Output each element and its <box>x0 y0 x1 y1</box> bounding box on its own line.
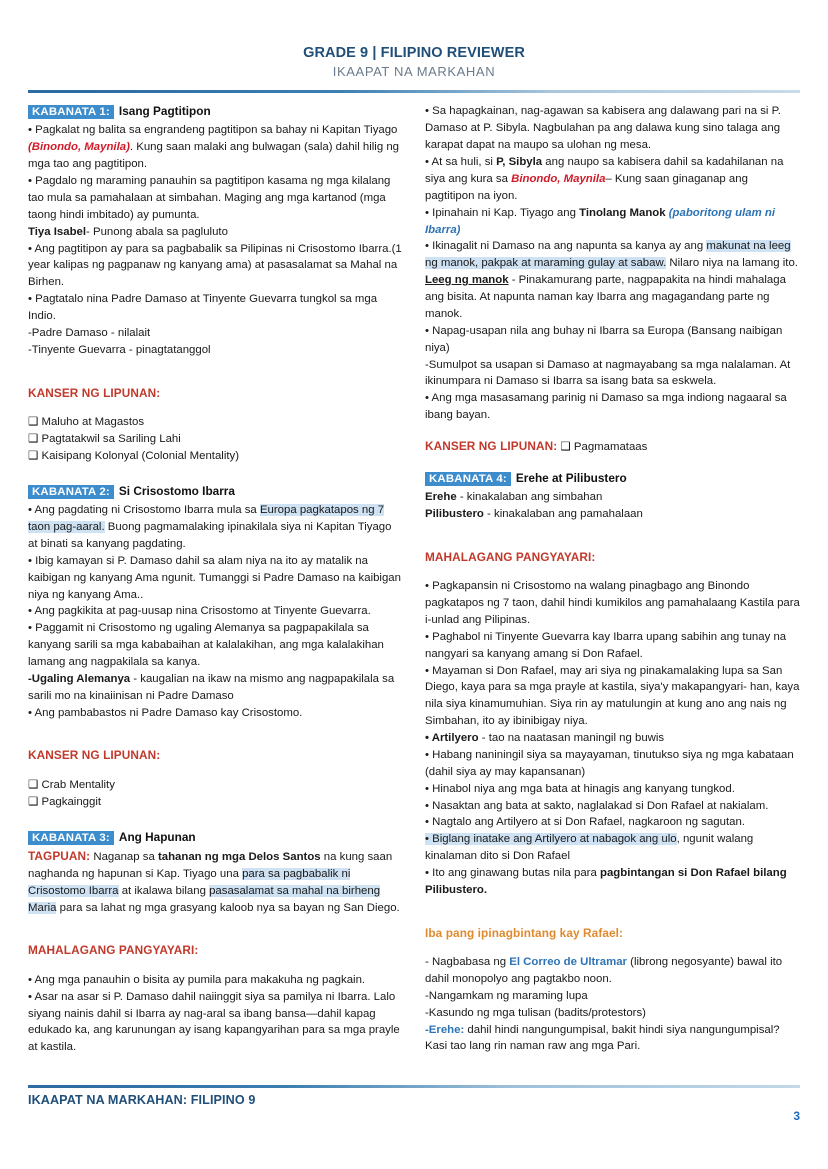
chapter-tag-3: KABANATA 3: <box>28 831 114 845</box>
kanser-heading-2: KANSER NG LIPUNAN: <box>28 748 161 763</box>
tagpuan-part-e: para sa lahat ng mga grasyang kaloob nya sa bayan ng San Diego. <box>56 901 400 914</box>
chapter1-tiya-isabel <box>28 224 403 241</box>
chapter1-bullet-5: • Pagtatalo nina Padre Damaso at Tinyente Guevarra tungkol sa mga Indio. <box>28 293 378 323</box>
iba-pang-item-4 <box>425 1022 800 1056</box>
checkbox-icon: ❑ <box>28 450 39 463</box>
artilyero-def: - tao na naatasan maningil ng buwis <box>478 732 665 745</box>
ugaling-alemanya-def: - kaugalian na ikaw na mismo ang nagpapakilala sa sarili mo na kinaiinisan ni Padre Damaso <box>28 672 395 702</box>
kanser1-item-2 <box>28 431 403 448</box>
chapter2-bullet-2: • Ibig kamayan si P. Damaso dahil sa alam niya na ito ay matalik na kaibigan ng kanyang Ama ngunit. Tumanggi si Padre Damaso na kaibigan niya ng kanyang Ama.. <box>28 554 401 601</box>
right-column <box>425 103 800 1056</box>
mahalaga4-bullet-7: • Nasaktan ang bata at sakto, naglalakad si Don Rafael at nakialam. <box>425 799 769 812</box>
mahalaga4-b9-rest: , ngunit walang kinalaman dito si Don Rafael <box>425 833 754 863</box>
chapter-title-4: Erehe at Pilibustero <box>515 471 627 486</box>
chapter-heading-4 <box>425 470 800 488</box>
mahalaga4-b9-highlight: • Biglang inatake ang Artilyero at nabagok ang ulo <box>425 833 677 846</box>
chapter1-bullet-2: • Pagdalo ng maraming panauhin sa pagtitipon kasama ng mga kilalang tao mula sa pamahalaan at simbahan. Maging ang mga kartanod (mga taong hindi imbitado) ay pumunta. <box>28 175 391 221</box>
chapter2-ugaling-alemanya <box>28 671 403 705</box>
kanser-heading-1: KANSER NG LIPUNAN: <box>28 385 161 400</box>
checkbox-icon: ❑ <box>28 433 39 446</box>
c2b1-part-a: • Ang pagdating ni Crisostomo Ibarra mula sa <box>28 504 260 517</box>
erehe-definition <box>425 489 800 506</box>
mahalaga3-bullet-1: • Ang mga panauhin o bisita ay pumila para makakuha ng pagkain. <box>28 973 366 986</box>
kanser2-item-1-label: Crab Mentality <box>41 778 115 791</box>
mahalaga4-bullet-10 <box>425 865 800 899</box>
kanser2-item-2-label: Pagkainggit <box>41 795 102 808</box>
mahalaga4-b10-part-a: • Ito ang ginawang butas nila para <box>425 867 600 880</box>
chapter1-cont-bullet-2 <box>425 154 800 205</box>
spacer <box>28 916 403 930</box>
tagpuan-part-c: na kung saan naghanda ng hapunan si Kap. Tiyago una <box>28 850 393 880</box>
kanser1-item-1 <box>28 414 403 431</box>
chapter1-cont-bullet-8: • Ang mga masasamang parinig ni Damaso sa mga indiong nagaaral sa ibang bayan. <box>425 392 787 422</box>
c1b1-part-b: . Kung saan malaki ang bulwagan (sala) dahil hilig ng mga tao ang pagtitipon. <box>28 141 400 171</box>
chapter1-cont-bullet-1: • Sa hapagkainan, nag-agawan sa kabisera ang dalawang pari na si P. Damaso at P. Sibyla. Nagbulahan pa ang dalawa kung sino talaga ang karapat dapat na maupo sa ulohan ng mesa. <box>425 105 781 152</box>
c2b1-part-b: Buong pagmamalaking ipinakilala siya ni Kapitan Tiyago at binati sa kanyang pagdating. <box>28 521 392 550</box>
tinolang-manok-term: Tinolang Manok <box>579 206 666 219</box>
mahalaga4-bullet-8: • Nagtalo ang Artilyero at si Don Rafael, nagkaroon ng sagutan. <box>425 816 745 829</box>
iba-pang-i1-part-a: - Nagbabasa ng <box>425 956 510 969</box>
pilibustero-def: - kinakalaban ang pamahalaan <box>483 508 643 520</box>
ugaling-alemanya-term: -Ugaling Alemanya <box>28 672 131 685</box>
iba-pang-item-3: -Kasundo ng mga tulisan (badits/protestors) <box>425 1006 646 1019</box>
tagpuan-highlight-1: para sa pagbabalik ni Crisostomo Ibarra <box>28 867 351 897</box>
c1b1-part-a: • Pagkalat ng balita sa engrandeng pagtitipon sa bahay ni Kapitan Tiyago <box>28 124 398 137</box>
mahalaga3-bullet-2: • Asar na asar si P. Damaso dahil naiinggit siya sa pamilya ni Ibarra. Lalo siyang nainis dahil si Ibarra ay nag-aral sa ibang bansa—dahil kapag edukado ka, ang karunungan ay isang kapangyarihan para sa mga prayle at kastila. <box>28 990 400 1054</box>
chapter-title-1: Isang Pagtitipon <box>118 104 211 119</box>
mahalaga4-bullet-6: • Hinabol niya ang mga bata at hinagis ang kanyang tungkod. <box>425 782 735 795</box>
spacer <box>425 456 800 470</box>
checkbox-icon: ❑ <box>28 416 39 429</box>
chapter3-tagpuan <box>28 848 403 917</box>
chapter2-bullet-6: • Ang pambabastos ni Padre Damaso kay Crisostomo. <box>28 706 303 719</box>
chapter1-cont-bullet-6: • Napag-usapan nila ang buhay ni Ibarra sa Europa (Bansang naibigan niya) <box>425 324 783 354</box>
c2b1-highlight: Europa pagkatapos ng 7 taon pag-aaral. <box>28 504 385 534</box>
spacer <box>425 523 800 537</box>
kanser2-item-2 <box>28 794 403 811</box>
chapter-heading-3 <box>28 829 403 847</box>
r-c1b2-location: Binondo, Maynila <box>511 172 606 185</box>
p-sibyla-name: P, Sibyla <box>496 156 543 168</box>
tagpuan-part-d: at ikalawa bilang <box>118 884 210 897</box>
pilibustero-definition <box>425 506 800 523</box>
page-subtitle: IKAAPAT NA MARKAHAN <box>332 64 496 80</box>
chapter-heading-1 <box>28 103 403 121</box>
tinolang-manok-note: (paboritong ulam ni Ibarra) <box>425 206 776 236</box>
erehe-explanation: dahil hindi nangungumpisal, bakit hindi siya nangungumpisal? Kasi tao lang rin naman raw ang mga Pari. <box>425 1023 780 1053</box>
footer-label: IKAAPAT NA MARKAHAN: FILIPINO 9 <box>28 1093 256 1107</box>
r-c1b2-part-d: – Kung saan ginaganap ang pagtitipon na iyon. <box>425 172 748 202</box>
mahalaga4-bullet-3: • Mayaman si Don Rafael, may ari siya ng pinakamalaking lupa sa San Diego, kaya para sa mga prayle at kastila, siya'y makapangyari- han, kaya nila siya kinamumuhian. Siya rin ay matulungin at kung ano ang nais ng Simbahan, ito ay ibinibigay niya. <box>425 664 800 728</box>
kanser1-item-1-label: Maluho at Magastos <box>41 416 145 429</box>
mahalaga-heading-4: MAHALAGANG PANGYAYARI: <box>425 549 596 564</box>
mahalaga4-bullet-9 <box>425 831 800 865</box>
erehe-term: Erehe <box>425 491 457 504</box>
chapter-title-2: Si Crisostomo Ibarra <box>118 484 235 499</box>
chapter2-bullet-4: • Paggamit ni Crisostomo ng ugaling Alemanya sa pagpapakilala sa kanyang sarili sa mga kababaihan at kalalakihan, ang mga kalalakihan lamang ang nagpakilala sa kanya. <box>28 622 384 669</box>
footer-divider <box>28 1085 800 1088</box>
kanser2-item-1 <box>28 777 403 794</box>
spacer <box>425 899 800 913</box>
c1b1-location: (Binondo, Maynila) <box>28 141 130 154</box>
erehe-label: -Erehe: <box>425 1023 465 1036</box>
chapter-tag-1: KABANATA 1: <box>28 105 114 119</box>
chapter1-bullet-4: • Ang pagtitipon ay para sa pagbabalik sa Pilipinas ni Crisostomo Ibarra.(1 year kalipas ng pagpanaw ng kanyang ama) at pasasalamat sa Mahal na Birhen. <box>28 242 402 289</box>
tagpuan-place: tahanan ng mga Delos Santos <box>157 850 321 863</box>
page-title: GRADE 9 | FILIPINO REVIEWER <box>303 45 525 61</box>
spacer <box>28 465 403 483</box>
artilyero-definition <box>425 730 800 747</box>
r-c1b3-part-a: • Ipinahain ni Kap. Tiyago ang <box>425 206 580 219</box>
header-divider <box>28 90 800 93</box>
leeg-ng-manok-term: Leeg ng manok <box>425 274 509 287</box>
spacer <box>28 722 403 736</box>
checkbox-icon: ❑ <box>28 795 39 808</box>
r-c1b4-part-a: • Ikinagalit ni Damaso na ang napunta sa kanya ay ang <box>425 240 707 253</box>
chapter1-cont-bullet-7: -Sumulpot sa usapan si Damaso at nagmayabang sa mga nalalaman. At ikinumpara ni Damaso si Ibarra sa isang bata sa eskwela. <box>425 358 791 388</box>
chapter1-damaso-note: -Padre Damaso - nilalait <box>28 326 151 339</box>
page-header <box>28 0 800 80</box>
page-number: 3 <box>793 1109 800 1123</box>
chapter1-guevarra-note: -Tinyente Guevarra - pinagtatanggol <box>28 343 211 356</box>
el-correo-de-ultramar-title: El Correo de Ultramar <box>509 956 627 969</box>
chapter1-cont-bullet-3 <box>425 205 800 239</box>
chapter1-bullet-1 <box>28 122 403 173</box>
iba-pang-item-2: -Nangamkam ng maraming lupa <box>425 989 588 1002</box>
left-column <box>28 103 403 1056</box>
spacer <box>28 811 403 829</box>
erehe-def: - kinakalaban ang simbahan <box>456 491 603 504</box>
kanser1-item-3-label: Kaisipang Kolonyal (Colonial Mentality) <box>41 450 240 463</box>
mahalaga4-b10-emphasis: pagbintangan si Don Rafael bilang Pilibustero. <box>425 867 787 896</box>
checkbox-icon: ❑ <box>28 778 39 791</box>
chapter-title-3: Ang Hapunan <box>118 829 196 844</box>
kanser-heading-3-row <box>425 438 800 456</box>
kanser1-item-3 <box>28 448 403 465</box>
chapter1-cont-bullet-4 <box>425 238 800 272</box>
kanser-heading-3: KANSER NG LIPUNAN: <box>425 439 558 453</box>
iba-pang-heading: Iba pang ipinagbintang kay Rafael: <box>425 925 624 940</box>
r-c1b2-part-a: • At sa huli, si <box>425 156 497 168</box>
artilyero-term: • Artilyero <box>425 732 479 745</box>
footer-row <box>28 1093 800 1123</box>
tiya-isabel-name: Tiya Isabel <box>28 225 87 238</box>
pilibustero-term: Pilibustero <box>425 508 484 520</box>
r-c1b2-part-c: ang naupo sa kabisera dahil sa kadahilanan na siya ang kura sa <box>425 156 784 185</box>
tagpuan-label: TAGPUAN: <box>28 848 91 863</box>
kanser3-item-label: Pagmamataas <box>573 441 648 453</box>
spacer <box>28 359 403 373</box>
chapter2-bullet-3: • Ang pagkikita at pag-uusap nina Crisostomo at Tinyente Guevarra. <box>28 605 371 618</box>
checkbox-icon: ❑ <box>560 441 571 453</box>
leeg-ng-manok-def: - Pinakamurang parte, nagpapakita na hindi mahalaga ang bisita. At napunta naman kay Ibarra ang magagandang parte ng manok. <box>425 274 786 320</box>
chapter2-bullet-1 <box>28 502 403 553</box>
kanser1-item-2-label: Pagtatakwil sa Sariling Lahi <box>41 433 181 446</box>
leeg-ng-manok-definition <box>425 272 800 323</box>
chapter-tag-2: KABANATA 2: <box>28 485 114 499</box>
page-footer <box>28 1085 800 1123</box>
tagpuan-highlight-2: pasasalamat sa mahal na birheng Maria <box>28 884 381 914</box>
chapter-tag-4: KABANATA 4: <box>425 472 511 486</box>
chapter-heading-2 <box>28 483 403 501</box>
content-columns <box>28 103 800 1056</box>
tagpuan-part-a: Naganap sa <box>90 850 158 863</box>
mahalaga4-bullet-5: • Habang naniningil siya sa mayayaman, tinutukso siya ng mga kabataan (dahil siya ay may kapansanan) <box>425 748 794 778</box>
tiya-isabel-role: - Punong abala sa pagluluto <box>86 225 228 238</box>
r-c1b4-part-b: Nilaro niya na lamang ito. <box>666 257 798 270</box>
spacer <box>425 424 800 438</box>
mahalaga4-bullet-1: • Pagkapansin ni Crisostomo na walang pinagbago ang Binondo pagkatapos ng 7 taon, dahil hindi kumikilos ang pamahalaang Kastila para i-unlad ang Pilipinas. <box>425 580 800 626</box>
mahalaga4-bullet-2: • Paghabol ni Tinyente Guevarra kay Ibarra upang sabihin ang tunay na nangyari sa kanyang amang si Don Rafael. <box>425 630 787 660</box>
iba-pang-item-1 <box>425 954 800 988</box>
r-c1b4-highlight: makunat na leeg ng manok, pakpak at maraming gulay at sabaw. <box>425 240 791 270</box>
mahalaga-heading-3: MAHALAGANG PANGYAYARI: <box>28 943 199 958</box>
iba-pang-i1-part-b: (librong negosyante) bawal ito dahil monopolyo ang pagtakbo noon. <box>425 956 783 985</box>
